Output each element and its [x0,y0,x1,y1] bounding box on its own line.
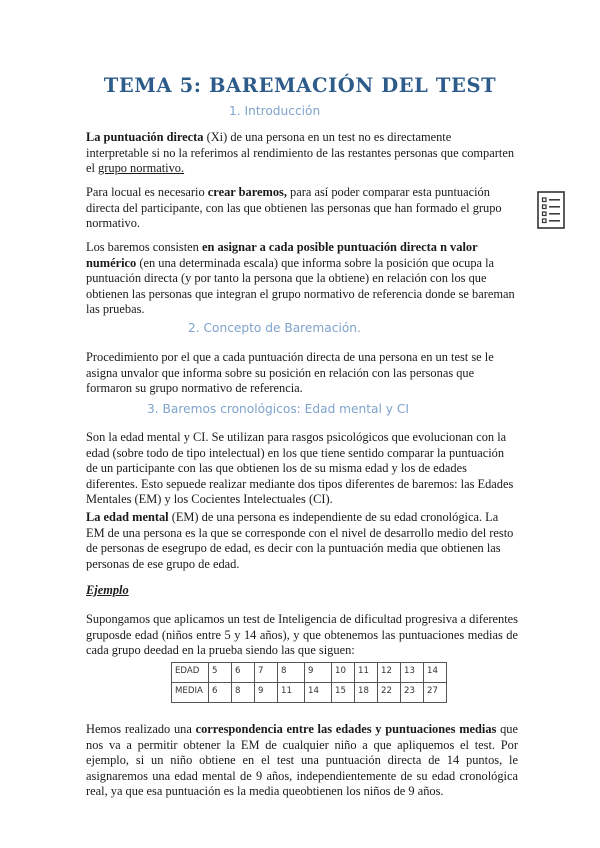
paragraph-text: Hemos realizado una [86,722,196,736]
section-heading-baremos-cronologicos: 3. Baremos cronológicos: Edad mental y CI [147,402,409,416]
table-cell: 14 [424,663,447,683]
table-cell: 7 [255,663,278,683]
table-cell: 22 [378,683,401,703]
section-heading-introduccion: 1. Introducción [229,104,321,118]
paragraph-text: (en una determinada escala) que informa sobre la posición que ocupa la puntuación directa (y por tanto la persona que la obtiene) en relación con los que obtienen las personas que integran el grupo normativo de referencia donde se bareman las pruebas. [86,255,515,317]
table-cell: 6 [209,683,232,703]
table-cell: 13 [401,663,424,683]
paragraph-text: Los baremos consisten [86,240,202,254]
table-cell: 5 [209,663,232,683]
table-row-media [172,683,447,703]
table-row-edad [172,663,447,683]
table-cell: 10 [332,663,355,683]
underlined-grupo-normativo: grupo normativo. [98,161,185,176]
table-cell-label: MEDIA [172,683,209,703]
paragraph-supongamos: Supongamos que aplicamos un test de Inteligencia de dificultad progresiva a diferentes gruposde edad (niños entre 5 y 14 años), y que obtenemos las puntuaciones medias de cada grupo deedad en la prueba siendo las que siguen: [86,612,518,658]
paragraph-correspondencia [86,722,518,800]
table-cell: 11 [355,663,378,683]
paragraph-procedimiento: Procedimiento por el que a cada puntuación directa de una persona en un test se le asigna unvalor que informa sobre su posición en relación con las personas que formaron su grupo normativo de referencia. [86,350,494,396]
paragraph-puntuacion-directa [86,130,516,177]
paragraph-baremos-consisten [86,240,516,318]
bold-crear-baremos: crear baremos, [207,185,287,199]
table-cell: 15 [332,683,355,703]
table-cell: 9 [255,683,278,703]
table-cell: 6 [232,663,255,683]
bold-correspondencia: correspondencia entre las edades y puntuaciones medias [195,722,497,736]
table-cell: 18 [355,683,378,703]
document-list-icon [535,190,567,230]
bold-lead: La puntuación directa [86,130,204,144]
paragraph-la-edad-mental [86,510,516,572]
section-heading-concepto: 2. Concepto de Baremación. [188,321,361,335]
bold-lead: La edad mental [86,510,169,524]
paragraph-crear-baremos [86,185,506,232]
paragraph-text: que nos va a permitir obtener la EM de cualquier niño a que apliquemos el test. Por ejemplo, si un niño obtiene en el test una puntuación directa de 14 puntos, le asignaremos una edad mental de 9 años, independientemente de su edad cronológica real, ya que esa puntuación es la media queobtienen los niños de 9 años. [86,722,519,799]
table-cell: 8 [232,683,255,703]
bold-asignar-valor: en asignar a cada posible puntuación directa n valor numérico [86,240,478,270]
paragraph-text: (Xi) de una persona en un test no es directamente interpretable si no la referimos al rendimiento de las restantes personas que comparten el [86,130,515,176]
example-label: Ejemplo [86,583,129,597]
table-cell: 9 [305,663,332,683]
paragraph-text: para así poder comparar esta puntuación directa del participante, con las que obtienen las personas que han formado el grupo normativo. [86,185,502,231]
table-cell: 14 [305,683,332,703]
paragraph-text: (EM) de una persona es independiente de su edad cronológica. La EM de una persona es la que se corresponde con el nivel de desarrollo medio del resto de personas de esegrupo de edad, es decir con la puntuación media que obtienen las personas de ese grupo de edad. [86,510,514,571]
table-cell: 12 [378,663,401,683]
table-cell: 27 [424,683,447,703]
table-cell: 23 [401,683,424,703]
table-cell: 8 [278,663,305,683]
edad-media-table [171,662,447,703]
paragraph-edad-mental-ci: Son la edad mental y CI. Se utilizan para rasgos psicológicos que evolucionan con la edad (sobre todo de tipo intelectual) en los que tiene sentido comparar la puntuación de un participante con las que obtienen los de su misma edad y los de edades diferentes. Esto sepuede realizar mediante dos tipos diferentes de baremos: las Edades Mentales (EM) y los Cocientes Intelectuales (CI). [86,430,514,507]
paragraph-text: Para locual es necesario [86,185,208,199]
table-cell: 11 [278,683,305,703]
table-cell-label: EDAD [172,663,209,683]
document-title: TEMA 5: BAREMACIÓN DEL TEST [103,74,497,97]
